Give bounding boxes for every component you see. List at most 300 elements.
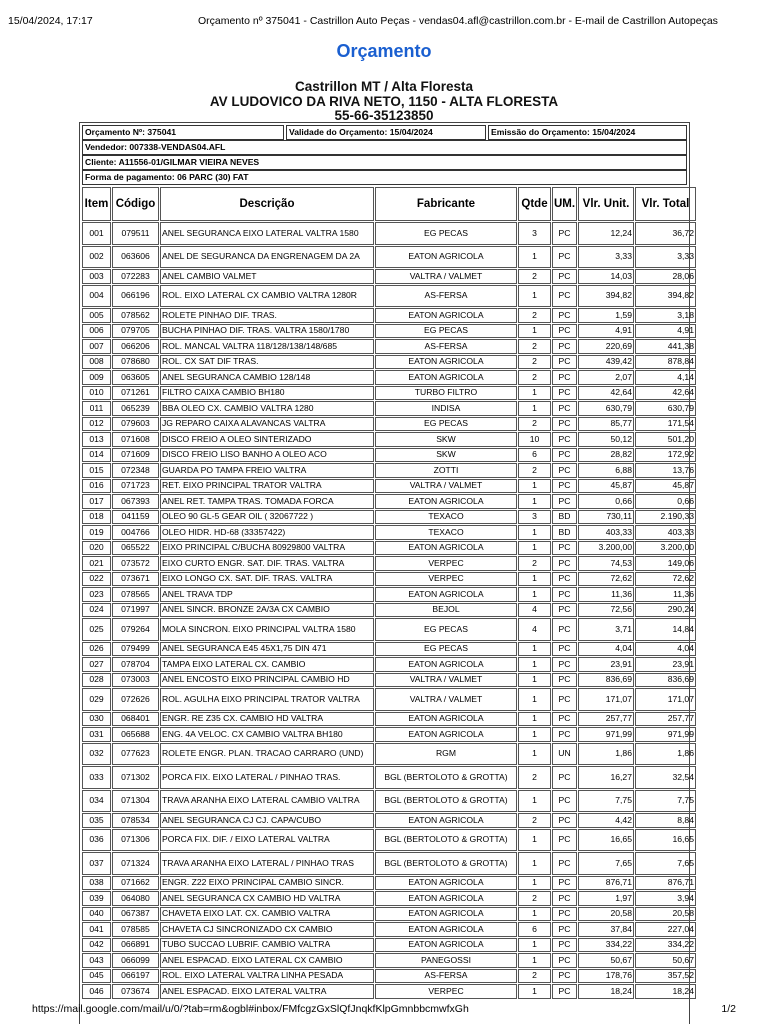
item-manufacturer: AS-FERSA xyxy=(375,285,517,308)
item-total: 13,76 xyxy=(635,463,696,478)
item-manufacturer: VERPEC xyxy=(375,556,517,571)
item-total: 4,91 xyxy=(635,324,696,339)
item-number: 013 xyxy=(82,432,111,447)
item-unit: BD xyxy=(552,525,577,540)
item-unit: PC xyxy=(552,339,577,354)
item-unit: PC xyxy=(552,938,577,953)
item-unit: PC xyxy=(552,984,577,999)
item-code: 071723 xyxy=(112,479,159,494)
item-total: 3,18 xyxy=(635,308,696,323)
item-description: ANEL RET. TAMPA TRAS. TOMADA FORCA xyxy=(160,494,374,509)
item-quantity: 2 xyxy=(518,813,551,828)
item-code: 071662 xyxy=(112,876,159,891)
item-code: 067387 xyxy=(112,907,159,922)
item-total: 971,99 xyxy=(635,727,696,742)
item-number: 041 xyxy=(82,922,111,937)
item-description: ANEL ESPACAD. EIXO LATERAL VALTRA xyxy=(160,984,374,999)
col-description-header: Descrição xyxy=(160,187,374,221)
item-manufacturer: TEXACO xyxy=(375,525,517,540)
item-unit: PC xyxy=(552,494,577,509)
item-unit-price: 11,36 xyxy=(578,587,634,602)
item-description: ANEL TRAVA TDP xyxy=(160,587,374,602)
item-unit-price: 257,77 xyxy=(578,712,634,727)
item-total: 14,84 xyxy=(635,618,696,641)
item-code: 072626 xyxy=(112,688,159,711)
item-unit-price: 16,27 xyxy=(578,766,634,789)
item-unit: PC xyxy=(552,222,577,245)
item-unit-price: 1,59 xyxy=(578,308,634,323)
item-number: 006 xyxy=(82,324,111,339)
items-table xyxy=(81,186,697,1000)
item-total: 1,86 xyxy=(635,743,696,766)
info-row-seller xyxy=(82,140,687,155)
item-total: 171,07 xyxy=(635,688,696,711)
item-number: 009 xyxy=(82,370,111,385)
item-manufacturer: EATON AGRICOLA xyxy=(375,355,517,370)
item-total: 441,38 xyxy=(635,339,696,354)
item-unit-price: 20,58 xyxy=(578,907,634,922)
item-code: 063606 xyxy=(112,246,159,269)
item-total: 290,24 xyxy=(635,603,696,618)
item-manufacturer: TEXACO xyxy=(375,510,517,525)
item-code: 065522 xyxy=(112,541,159,556)
item-code: 066206 xyxy=(112,339,159,354)
item-total: 257,77 xyxy=(635,712,696,727)
item-unit-price: 1,97 xyxy=(578,891,634,906)
item-number: 027 xyxy=(82,657,111,672)
item-unit: PC xyxy=(552,891,577,906)
item-manufacturer: EG PECAS xyxy=(375,642,517,657)
item-quantity: 1 xyxy=(518,246,551,269)
quote-info xyxy=(80,125,689,185)
item-description: ROL. EIXO LATERAL CX CAMBIO VALTRA 1280R xyxy=(160,285,374,308)
item-description: TAMPA EIXO LATERAL CX. CAMBIO xyxy=(160,657,374,672)
item-total: 11,36 xyxy=(635,587,696,602)
item-code: 068401 xyxy=(112,712,159,727)
item-description: GUARDA PO TAMPA FREIO VALTRA xyxy=(160,463,374,478)
info-row-client xyxy=(82,155,687,170)
item-total: 7,65 xyxy=(635,852,696,875)
item-number: 003 xyxy=(82,269,111,284)
item-number: 030 xyxy=(82,712,111,727)
item-unit-price: 72,62 xyxy=(578,572,634,587)
item-number: 024 xyxy=(82,603,111,618)
item-quantity: 1 xyxy=(518,727,551,742)
table-row xyxy=(82,712,696,727)
item-code: 073572 xyxy=(112,556,159,571)
item-number: 018 xyxy=(82,510,111,525)
item-manufacturer: EATON AGRICOLA xyxy=(375,587,517,602)
item-manufacturer: EATON AGRICOLA xyxy=(375,246,517,269)
item-number: 001 xyxy=(82,222,111,245)
item-manufacturer: EATON AGRICOLA xyxy=(375,813,517,828)
item-code: 064080 xyxy=(112,891,159,906)
item-manufacturer: PANEGOSSI xyxy=(375,953,517,968)
item-number: 019 xyxy=(82,525,111,540)
item-quantity: 2 xyxy=(518,308,551,323)
item-unit-price: 4,42 xyxy=(578,813,634,828)
table-row xyxy=(82,790,696,813)
table-row xyxy=(82,907,696,922)
table-row xyxy=(82,269,696,284)
item-unit: PC xyxy=(552,813,577,828)
item-description: ANEL SEGURANCA E45 45X1,75 DIN 471 xyxy=(160,642,374,657)
table-row xyxy=(82,285,696,308)
item-code: 073003 xyxy=(112,673,159,688)
item-total: 501,20 xyxy=(635,432,696,447)
item-total: 357,52 xyxy=(635,969,696,984)
item-unit: PC xyxy=(552,852,577,875)
table-row xyxy=(82,308,696,323)
item-total: 171,54 xyxy=(635,417,696,432)
seller: Vendedor: 007338-VENDAS04.AFL xyxy=(82,140,687,155)
item-total: 4,04 xyxy=(635,642,696,657)
item-code: 072283 xyxy=(112,269,159,284)
item-unit-price: 4,91 xyxy=(578,324,634,339)
item-code: 004766 xyxy=(112,525,159,540)
item-total: 36,72 xyxy=(635,222,696,245)
item-manufacturer: TURBO FILTRO xyxy=(375,386,517,401)
item-number: 023 xyxy=(82,587,111,602)
item-description: ROL. AGULHA EIXO PRINCIPAL TRATOR VALTRA xyxy=(160,688,374,711)
table-row xyxy=(82,657,696,672)
item-manufacturer: BGL (BERTOLOTO & GROTTA) xyxy=(375,790,517,813)
table-row xyxy=(82,479,696,494)
item-unit: PC xyxy=(552,587,577,602)
item-description: BBA OLEO CX. CAMBIO VALTRA 1280 xyxy=(160,401,374,416)
print-url: https://mail.google.com/mail/u/0/?tab=rm&ogbl#inbox/FMfcgzGxSlQfJnqkfKlpGmnbbcmwfxGh xyxy=(32,1003,469,1015)
item-description: BUCHA PINHAO DIF. TRAS. VALTRA 1580/1780 xyxy=(160,324,374,339)
table-row xyxy=(82,953,696,968)
item-manufacturer: AS-FERSA xyxy=(375,339,517,354)
item-description: RET. EIXO PRINCIPAL TRATOR VALTRA xyxy=(160,479,374,494)
item-manufacturer: ZOTTI xyxy=(375,463,517,478)
item-quantity: 1 xyxy=(518,688,551,711)
item-description: ANEL CAMBIO VALMET xyxy=(160,269,374,284)
item-code: 072348 xyxy=(112,463,159,478)
table-row xyxy=(82,448,696,463)
item-quantity: 1 xyxy=(518,938,551,953)
item-manufacturer: EG PECAS xyxy=(375,417,517,432)
item-unit: PC xyxy=(552,712,577,727)
item-manufacturer: VALTRA / VALMET xyxy=(375,688,517,711)
item-unit-price: 394,82 xyxy=(578,285,634,308)
item-total: 42,64 xyxy=(635,386,696,401)
item-code: 041159 xyxy=(112,510,159,525)
item-unit-price: 50,67 xyxy=(578,953,634,968)
item-unit: BD xyxy=(552,510,577,525)
item-quantity: 2 xyxy=(518,269,551,284)
item-unit: PC xyxy=(552,386,577,401)
item-number: 034 xyxy=(82,790,111,813)
item-number: 007 xyxy=(82,339,111,354)
item-total: 8,84 xyxy=(635,813,696,828)
item-quantity: 1 xyxy=(518,324,551,339)
item-unit: PC xyxy=(552,657,577,672)
item-code: 071324 xyxy=(112,852,159,875)
item-quantity: 2 xyxy=(518,556,551,571)
item-unit-price: 16,65 xyxy=(578,829,634,852)
item-quantity: 1 xyxy=(518,285,551,308)
item-code: 071609 xyxy=(112,448,159,463)
table-row xyxy=(82,891,696,906)
item-quantity: 1 xyxy=(518,479,551,494)
item-quantity: 1 xyxy=(518,712,551,727)
item-unit-price: 18,24 xyxy=(578,984,634,999)
table-row xyxy=(82,417,696,432)
item-quantity: 2 xyxy=(518,766,551,789)
table-row xyxy=(82,969,696,984)
item-number: 021 xyxy=(82,556,111,571)
item-description: TRAVA ARANHA EIXO LATERAL / PINHAO TRAS xyxy=(160,852,374,875)
item-code: 079511 xyxy=(112,222,159,245)
page-number: 1/2 xyxy=(721,1003,736,1015)
item-unit: PC xyxy=(552,432,577,447)
item-number: 015 xyxy=(82,463,111,478)
table-row xyxy=(82,494,696,509)
item-number: 045 xyxy=(82,969,111,984)
item-total: 394,82 xyxy=(635,285,696,308)
item-total: 876,71 xyxy=(635,876,696,891)
item-total: 72,62 xyxy=(635,572,696,587)
item-number: 005 xyxy=(82,308,111,323)
item-code: 071306 xyxy=(112,829,159,852)
item-unit-price: 971,99 xyxy=(578,727,634,742)
table-row xyxy=(82,432,696,447)
item-code: 066891 xyxy=(112,938,159,953)
item-manufacturer: EATON AGRICOLA xyxy=(375,891,517,906)
item-unit: PC xyxy=(552,370,577,385)
item-unit: PC xyxy=(552,603,577,618)
item-code: 065239 xyxy=(112,401,159,416)
item-unit: PC xyxy=(552,401,577,416)
item-unit: PC xyxy=(552,308,577,323)
table-row xyxy=(82,829,696,852)
item-description: MOLA SINCRON. EIXO PRINCIPAL VALTRA 1580 xyxy=(160,618,374,641)
item-quantity: 1 xyxy=(518,386,551,401)
item-quantity: 1 xyxy=(518,953,551,968)
item-total: 23,91 xyxy=(635,657,696,672)
item-quantity: 1 xyxy=(518,401,551,416)
item-manufacturer: RGM xyxy=(375,743,517,766)
col-manufacturer-header: Fabricante xyxy=(375,187,517,221)
item-number: 042 xyxy=(82,938,111,953)
item-quantity: 1 xyxy=(518,642,551,657)
store-info xyxy=(0,80,768,124)
item-total: 3.200,00 xyxy=(635,541,696,556)
item-number: 043 xyxy=(82,953,111,968)
store-address: AV LUDOVICO DA RIVA NETO, 1150 - ALTA FLORESTA xyxy=(209,93,559,109)
item-total: 28,06 xyxy=(635,269,696,284)
item-code: 078704 xyxy=(112,657,159,672)
item-code: 071261 xyxy=(112,386,159,401)
table-row xyxy=(82,355,696,370)
item-unit: PC xyxy=(552,618,577,641)
col-qty-header: Qtde xyxy=(518,187,551,221)
item-quantity: 6 xyxy=(518,448,551,463)
table-header-row xyxy=(82,187,696,221)
table-row xyxy=(82,525,696,540)
item-quantity: 1 xyxy=(518,673,551,688)
item-total: 0,66 xyxy=(635,494,696,509)
item-quantity: 1 xyxy=(518,494,551,509)
item-description: EIXO CURTO ENGR. SAT. DIF. TRAS. VALTRA xyxy=(160,556,374,571)
item-description: ENG. 4A VELOC. CX CAMBIO VALTRA BH180 xyxy=(160,727,374,742)
item-quantity: 1 xyxy=(518,790,551,813)
item-unit-price: 334,22 xyxy=(578,938,634,953)
item-description: TUBO SUCCAO LUBRIF. CAMBIO VALTRA xyxy=(160,938,374,953)
item-unit-price: 72,56 xyxy=(578,603,634,618)
item-unit: UN xyxy=(552,743,577,766)
table-row xyxy=(82,766,696,789)
table-row xyxy=(82,852,696,875)
item-unit-price: 0,66 xyxy=(578,494,634,509)
item-number: 028 xyxy=(82,673,111,688)
table-row xyxy=(82,463,696,478)
item-description: JG REPARO CAIXA ALAVANCAS VALTRA xyxy=(160,417,374,432)
item-manufacturer: BEJOL xyxy=(375,603,517,618)
item-description: ROL. EIXO LATERAL VALTRA LINHA PESADA xyxy=(160,969,374,984)
item-description: ENGR. RE Z35 CX. CAMBIO HD VALTRA xyxy=(160,712,374,727)
item-manufacturer: EATON AGRICOLA xyxy=(375,657,517,672)
item-manufacturer: BGL (BERTOLOTO & GROTTA) xyxy=(375,766,517,789)
item-description: ANEL SEGURANCA EIXO LATERAL VALTRA 1580 xyxy=(160,222,374,245)
item-total: 4,14 xyxy=(635,370,696,385)
table-row xyxy=(82,401,696,416)
item-total: 18,24 xyxy=(635,984,696,999)
item-description: ANEL SEGURANCA CX CAMBIO HD VALTRA xyxy=(160,891,374,906)
table-row xyxy=(82,510,696,525)
item-unit-price: 439,42 xyxy=(578,355,634,370)
item-unit-price: 37,84 xyxy=(578,922,634,937)
item-manufacturer: INDISA xyxy=(375,401,517,416)
item-number: 037 xyxy=(82,852,111,875)
table-row xyxy=(82,572,696,587)
item-description: ROLETE ENGR. PLAN. TRACAO CARRARO (UND) xyxy=(160,743,374,766)
item-description: ANEL SINCR. BRONZE 2A/3A CX CAMBIO xyxy=(160,603,374,618)
table-row xyxy=(82,324,696,339)
table-row xyxy=(82,222,696,245)
item-number: 033 xyxy=(82,766,111,789)
item-code: 066197 xyxy=(112,969,159,984)
item-number: 022 xyxy=(82,572,111,587)
item-manufacturer: VALTRA / VALMET xyxy=(375,479,517,494)
table-row xyxy=(82,556,696,571)
item-number: 038 xyxy=(82,876,111,891)
item-quantity: 4 xyxy=(518,618,551,641)
item-unit-price: 171,07 xyxy=(578,688,634,711)
item-quantity: 10 xyxy=(518,432,551,447)
store-phone: 55-66-35123850 xyxy=(334,108,434,123)
item-code: 071304 xyxy=(112,790,159,813)
item-unit: PC xyxy=(552,953,577,968)
item-unit: PC xyxy=(552,829,577,852)
item-quantity: 2 xyxy=(518,463,551,478)
item-unit-price: 7,75 xyxy=(578,790,634,813)
table-row xyxy=(82,642,696,657)
item-manufacturer: EG PECAS xyxy=(375,618,517,641)
item-unit-price: 12,24 xyxy=(578,222,634,245)
item-number: 031 xyxy=(82,727,111,742)
item-description: ROL. CX SAT DIF TRAS. xyxy=(160,355,374,370)
item-quantity: 1 xyxy=(518,525,551,540)
item-unit: PC xyxy=(552,688,577,711)
item-unit-price: 876,71 xyxy=(578,876,634,891)
item-unit: PC xyxy=(552,790,577,813)
item-unit-price: 2,07 xyxy=(578,370,634,385)
item-description: ENGR. Z22 EIXO PRINCIPAL CAMBIO SINCR. xyxy=(160,876,374,891)
item-quantity: 1 xyxy=(518,541,551,556)
item-quantity: 4 xyxy=(518,603,551,618)
item-total: 45,87 xyxy=(635,479,696,494)
item-manufacturer: SKW xyxy=(375,432,517,447)
item-number: 039 xyxy=(82,891,111,906)
item-unit: PC xyxy=(552,541,577,556)
item-unit: PC xyxy=(552,285,577,308)
item-description: PORCA FIX. EIXO LATERAL / PINHAO TRAS. xyxy=(160,766,374,789)
item-code: 078534 xyxy=(112,813,159,828)
item-unit-price: 6,88 xyxy=(578,463,634,478)
item-unit: PC xyxy=(552,355,577,370)
item-unit-price: 4,04 xyxy=(578,642,634,657)
item-code: 079499 xyxy=(112,642,159,657)
store-name: Castrillon MT / Alta Floresta xyxy=(294,79,474,94)
item-unit-price: 3,71 xyxy=(578,618,634,641)
item-total: 16,65 xyxy=(635,829,696,852)
item-unit-price: 23,91 xyxy=(578,657,634,672)
item-total: 403,33 xyxy=(635,525,696,540)
item-quantity: 6 xyxy=(518,922,551,937)
item-quantity: 1 xyxy=(518,829,551,852)
item-total: 227,04 xyxy=(635,922,696,937)
item-unit-price: 42,64 xyxy=(578,386,634,401)
item-unit: PC xyxy=(552,642,577,657)
payment-method: Forma de pagamento: 06 PARC (30) FAT xyxy=(82,170,687,185)
item-total: 172,92 xyxy=(635,448,696,463)
item-manufacturer: SKW xyxy=(375,448,517,463)
table-row xyxy=(82,922,696,937)
col-code-header: Código xyxy=(112,187,159,221)
item-unit: PC xyxy=(552,572,577,587)
item-description: TRAVA ARANHA EIXO LATERAL CAMBIO VALTRA xyxy=(160,790,374,813)
item-description: EIXO PRINCIPAL C/BUCHA 80929800 VALTRA xyxy=(160,541,374,556)
item-number: 029 xyxy=(82,688,111,711)
item-total: 32,54 xyxy=(635,766,696,789)
item-number: 011 xyxy=(82,401,111,416)
item-quantity: 1 xyxy=(518,657,551,672)
print-datetime: 15/04/2024, 17:17 xyxy=(8,15,93,27)
item-number: 046 xyxy=(82,984,111,999)
item-manufacturer: EG PECAS xyxy=(375,324,517,339)
item-description: DISCO FREIO A OLEO SINTERIZADO xyxy=(160,432,374,447)
item-unit: PC xyxy=(552,269,577,284)
item-description: OLEO HIDR. HD-68 (33357422) xyxy=(160,525,374,540)
item-number: 017 xyxy=(82,494,111,509)
table-row xyxy=(82,813,696,828)
item-unit: PC xyxy=(552,417,577,432)
info-row-header xyxy=(82,125,687,140)
document-title: Orçamento xyxy=(336,41,432,61)
item-quantity: 2 xyxy=(518,969,551,984)
item-unit-price: 45,87 xyxy=(578,479,634,494)
item-number: 040 xyxy=(82,907,111,922)
item-manufacturer: EATON AGRICOLA xyxy=(375,541,517,556)
item-unit: PC xyxy=(552,969,577,984)
item-description: ROL. MANCAL VALTRA 118/128/138/148/685 xyxy=(160,339,374,354)
item-code: 063605 xyxy=(112,370,159,385)
item-code: 071608 xyxy=(112,432,159,447)
item-code: 078585 xyxy=(112,922,159,937)
